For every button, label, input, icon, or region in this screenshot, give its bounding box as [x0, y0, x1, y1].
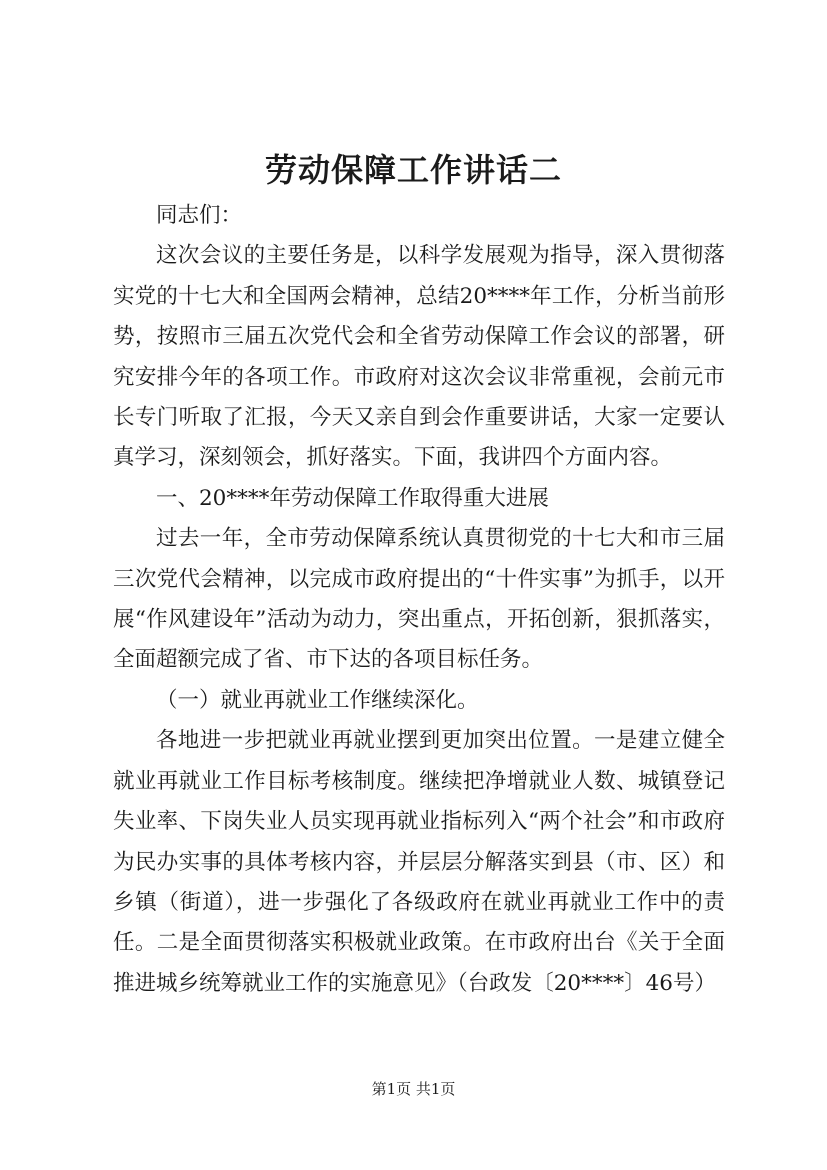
document-body: [113, 196, 725, 1004]
body-paragraph: 过去一年，全市劳动保障系统认真贯彻党的十七大和市三届三次党代会精神，以完成市政府提出的“十件实事”为抓手，以开展“作风建设年”活动为动力，突出重点，开拓创新，狠抓落实，全面超额完成了省、市下达的各项目标任务。: [113, 526, 725, 673]
section-heading: 一、20****年劳动保障工作取得重大进展: [156, 485, 549, 511]
body-paragraph: 各地进一步把就业再就业摆到更加突出位置。一是建立健全就业再就业工作目标考核制度。继续把净增就业人数、城镇登记失业率、下岗失业人员实现再就业指标列入“两个社会”和市政府为民办实事的具体考核内容，并层层分解落实到县（市、区）和乡镇（街道），进一步强化了各级政府在就业再就业工作中的责任。二是全面贯彻落实积极就业政策。在市政府出台《关于全面推进城乡统筹就业工作的实施意见》（台政发〔20****〕46号）: [113, 728, 725, 996]
document-title: 劳动保障工作讲话二: [264, 151, 562, 189]
page-footer: 第1页 共1页: [371, 1080, 456, 1098]
salutation-paragraph: 同志们：: [156, 203, 243, 228]
subsection-heading: （一）就业再就业工作继续深化。: [156, 687, 479, 713]
intro-paragraph: 这次会议的主要任务是，以科学发展观为指导，深入贯彻落实党的十七大和全国两会精神，总结20****年工作，分析当前形势，按照市三届五次党代会和全省劳动保障工作会议的部署，研究安排今年的各项工作。市政府对这次会议非常重视，会前元市长专门听取了汇报，今天又亲自到会作重要讲话，大家一定要认真学习，深刻领会，抓好落实。下面，我讲四个方面内容。: [113, 243, 725, 471]
